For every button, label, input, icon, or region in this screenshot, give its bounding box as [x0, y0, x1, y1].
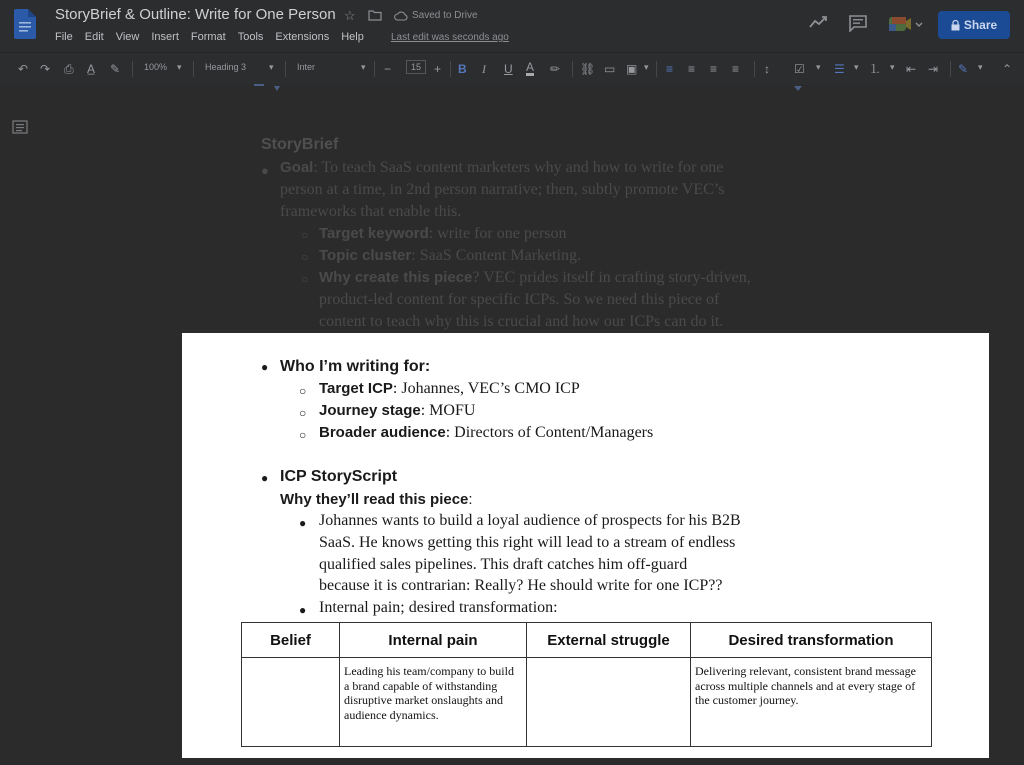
- table-row: [242, 658, 932, 747]
- docs-logo-icon[interactable]: [14, 9, 36, 39]
- style-chevron-down-icon[interactable]: ▾: [269, 62, 274, 72]
- paint-format-icon[interactable]: ✎: [110, 62, 121, 76]
- table-cell-desired-transformation[interactable]: Delivering relevant, consistent brand message across multiple channels and at every stage of the customer journey.: [691, 658, 932, 747]
- highlight-icon[interactable]: ✏: [550, 62, 561, 76]
- last-edit-link[interactable]: Last edit was seconds ago: [391, 32, 509, 43]
- star-icon[interactable]: ☆: [344, 8, 356, 23]
- bullet-icon: ●: [261, 360, 269, 374]
- add-comment-icon[interactable]: ▭: [604, 62, 616, 76]
- storyscript-heading: ICP StoryScript: [280, 468, 398, 485]
- table-cell-belief[interactable]: [242, 658, 340, 747]
- menu-help[interactable]: Help: [341, 31, 364, 43]
- table-header-desired-transformation[interactable]: Desired transformation: [691, 623, 932, 658]
- checklist-chevron-down-icon[interactable]: ▾: [816, 62, 821, 72]
- line-spacing-icon[interactable]: ↕: [764, 62, 770, 76]
- why-line-2: product-led content for specific ICPs. So we need this piece of: [319, 291, 720, 308]
- insert-image-icon[interactable]: ▣: [626, 62, 638, 76]
- table-header-row: [242, 623, 932, 658]
- menu-extensions[interactable]: Extensions: [275, 31, 330, 43]
- table-header-internal-pain[interactable]: Internal pain: [340, 623, 527, 658]
- table-header-belief[interactable]: Belief: [242, 623, 340, 658]
- text-color-icon[interactable]: A: [526, 60, 535, 74]
- font-chevron-down-icon[interactable]: ▾: [361, 62, 366, 72]
- image-chevron-down-icon[interactable]: ▾: [644, 62, 649, 72]
- highlighted-page-excerpt[interactable]: [182, 333, 989, 758]
- johannes-line-1: Johannes wants to build a loyal audience of prospects for his B2B: [319, 512, 741, 529]
- font-size-increase-button[interactable]: +: [434, 62, 442, 76]
- johannes-line-4: because it is contrarian: Really? He should write for one ICP??: [319, 577, 723, 594]
- mode-chevron-down-icon[interactable]: ▾: [978, 62, 983, 72]
- align-right-icon[interactable]: ≡: [710, 62, 718, 76]
- comment-icon[interactable]: [848, 14, 868, 32]
- bullet-icon: ●: [261, 471, 269, 485]
- sub-bullet-icon: ○: [299, 384, 307, 398]
- johannes-line-2: SaaS. He knows getting this right will lead to a stream of endless: [319, 534, 736, 551]
- document-outline-icon[interactable]: [12, 120, 28, 134]
- style-select[interactable]: Heading 3: [205, 62, 247, 72]
- numbered-chevron-down-icon[interactable]: ▾: [890, 62, 895, 72]
- align-justify-icon[interactable]: ≡: [732, 62, 740, 76]
- bullet-chevron-down-icon[interactable]: ▾: [854, 62, 859, 72]
- johannes-line-3: qualified sales pipelines. This draft catches him off-guard: [319, 556, 688, 573]
- share-label: Share: [963, 18, 998, 32]
- title-bar: [0, 0, 1024, 52]
- menu-tools[interactable]: Tools: [237, 31, 264, 43]
- ruler[interactable]: [242, 84, 804, 92]
- journey-stage-line: Journey stage: MOFU: [319, 402, 476, 419]
- saved-status: Saved to Drive: [412, 10, 478, 21]
- collapse-menus-icon[interactable]: ⌃: [1002, 62, 1013, 76]
- broader-audience-line: Broader audience: Directors of Content/Managers: [319, 424, 654, 441]
- spellcheck-icon[interactable]: A̲: [87, 62, 96, 76]
- redo-icon[interactable]: ↷: [40, 62, 51, 76]
- move-folder-icon[interactable]: [368, 9, 382, 24]
- bulleted-list-icon[interactable]: ☰: [834, 62, 845, 76]
- underline-icon[interactable]: U: [504, 62, 513, 76]
- italic-icon[interactable]: I: [482, 62, 486, 76]
- goal-line-1: Goal: To teach SaaS content marketers why and how to write for one: [280, 159, 724, 176]
- table-header-external-struggle[interactable]: External struggle: [527, 623, 691, 658]
- meet-icon[interactable]: [888, 12, 924, 36]
- font-size-decrease-button[interactable]: −: [384, 62, 392, 76]
- goal-line-3: frameworks that enable this.: [280, 203, 462, 220]
- sub-bullet-icon: ○: [301, 272, 309, 286]
- sub-bullet-icon: ○: [301, 228, 309, 242]
- why-read-line: Why they’ll read this piece:: [280, 491, 473, 508]
- storyscript-table[interactable]: [241, 622, 932, 747]
- zoom-chevron-down-icon[interactable]: ▾: [177, 62, 182, 72]
- zoom-select[interactable]: 100%: [144, 62, 168, 72]
- align-center-icon[interactable]: ≡: [688, 62, 696, 76]
- table-cell-internal-pain[interactable]: Leading his team/company to build a brand capable of withstanding disruptive market onslaughts and audience dynamics.: [340, 658, 527, 747]
- align-left-icon[interactable]: ≡: [666, 62, 674, 76]
- print-icon[interactable]: ⎙: [64, 62, 74, 76]
- share-button[interactable]: [938, 11, 1010, 39]
- numbered-list-icon[interactable]: ⒈: [869, 62, 882, 76]
- target-icp-line: Target ICP: Johannes, VEC’s CMO ICP: [319, 380, 580, 397]
- editing-mode-icon[interactable]: ✎: [958, 62, 969, 76]
- lock-icon: [951, 20, 960, 31]
- sub-bullet-icon: ○: [299, 406, 307, 420]
- sub-bullet-icon: ○: [299, 428, 307, 442]
- activity-trend-icon[interactable]: [808, 14, 828, 30]
- topic-cluster-line: Topic cluster: SaaS Content Marketing.: [319, 247, 582, 264]
- formatting-toolbar: [0, 52, 1024, 85]
- decrease-indent-icon[interactable]: ⇤: [906, 62, 917, 76]
- menu-insert[interactable]: Insert: [151, 31, 179, 43]
- undo-icon[interactable]: ↶: [18, 62, 29, 76]
- target-keyword-line: Target keyword: write for one person: [319, 225, 567, 242]
- bullet-icon: ●: [299, 603, 307, 617]
- menu-bar: [55, 31, 376, 47]
- menu-view[interactable]: View: [115, 31, 140, 43]
- font-size-input[interactable]: 15: [406, 60, 426, 74]
- cloud-saved-icon[interactable]: [394, 9, 408, 24]
- menu-format[interactable]: Format: [190, 31, 226, 43]
- internal-pain-line: Internal pain; desired transformation:: [319, 599, 558, 616]
- menu-edit[interactable]: Edit: [84, 31, 104, 43]
- increase-indent-icon[interactable]: ⇥: [928, 62, 939, 76]
- who-writing-heading: Who I’m writing for:: [280, 358, 431, 375]
- sub-bullet-icon: ○: [301, 250, 309, 264]
- heading-storybrief: StoryBrief: [261, 136, 339, 153]
- table-cell-external-struggle[interactable]: [527, 658, 691, 747]
- bullet-icon: ●: [299, 516, 307, 530]
- why-line-3: content to teach why this is crucial and how our ICPs can do it.: [319, 313, 724, 330]
- menu-file[interactable]: File: [55, 31, 73, 43]
- link-icon[interactable]: ⛓: [580, 62, 596, 76]
- goal-line-2: person at a time, in 2nd person narrative; then, subtly promote VEC’s: [280, 181, 725, 198]
- checklist-icon[interactable]: ☑: [794, 62, 805, 76]
- bullet-icon: ●: [261, 163, 269, 178]
- bold-icon[interactable]: B: [458, 62, 467, 76]
- font-select[interactable]: Inter: [297, 62, 316, 72]
- why-line-1: Why create this piece? VEC prides itself in crafting story-driven,: [319, 269, 751, 286]
- document-title[interactable]: StoryBrief & Outline: Write for One Person: [55, 6, 336, 23]
